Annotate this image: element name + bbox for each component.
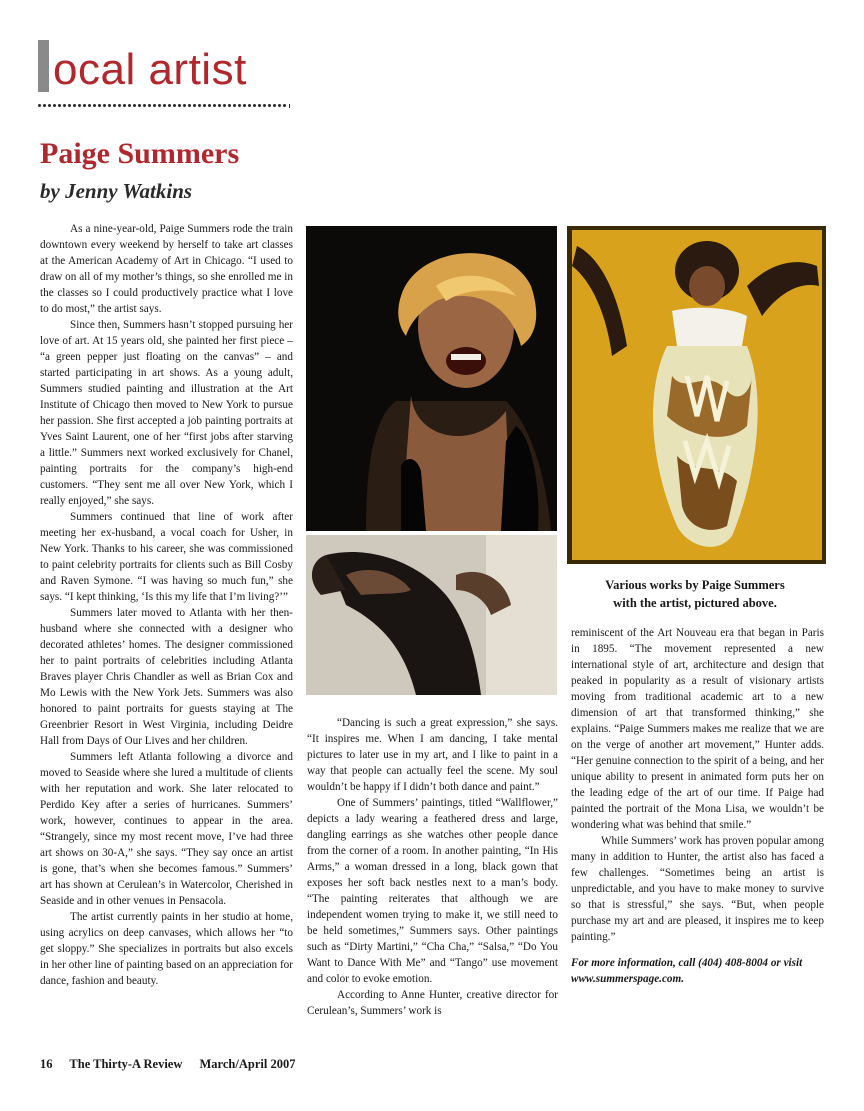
rule-dot xyxy=(113,104,116,107)
dotted-rule xyxy=(38,104,290,108)
rule-dot xyxy=(243,104,246,107)
rule-dot xyxy=(278,104,281,107)
issue-date: March/April 2007 xyxy=(199,1057,296,1071)
rule-dot xyxy=(223,104,226,107)
rule-dot xyxy=(38,104,41,107)
rule-dot xyxy=(248,104,251,107)
contact-info: For more information, call (404) 408-8004 or visit www.summerspage.com. xyxy=(571,957,803,985)
rule-dot xyxy=(193,104,196,107)
magazine-name: The Thirty-A Review xyxy=(69,1057,183,1071)
paragraph: “Dancing is such a great expression,” she says. “It inspires me. When I am dancing, I take mental pictures to later use in my art, and I like to paint in a way that people can actually feel the scene. My soul wouldn’t be happy if I didn’t both dance and paint.” xyxy=(307,717,558,793)
rule-dot xyxy=(88,104,91,107)
rule-dot xyxy=(68,104,71,107)
paragraph: Since then, Summers hasn’t stopped pursuing her love of art. At 15 years old, she painted her first piece – “a green pepper just floating on the canvas” – and started participating in art shows. As a young adult, Summers studied painting and illustration at the Art Institute of Chicago then moved to New York to pursue her passion. She first accepted a job painting portraits at Yves Saint Laurent, one of her “first jobs after starving a little.” Summers next worked exclusively for Chanel, painting portraits for the company’s high-end customers. “They sent me all over New York, which I really enjoyed,” she says. xyxy=(40,319,293,507)
rule-dot xyxy=(118,104,121,107)
paragraph: As a nine-year-old, Paige Summers rode the train downtown every weekend by herself to take art classes at the American Academy of Art in Chicago. “I used to draw on all of my mother’s things, so she enrolled me in the classes so I could productively practice what I love to do most,” the artist says. xyxy=(40,223,293,315)
paragraph: According to Anne Hunter, creative director for Cerulean’s, Summers’ work is xyxy=(307,989,558,1017)
rule-dot xyxy=(123,104,126,107)
paragraph: One of Summers’ paintings, titled “Wallflower,” depicts a lady wearing a feathered dress and large, dangling earrings as she watches other people dance from the corner of a room. In another painting, “In His Arms,” a woman dressed in a long, black gown that exposes her soft back nestles next to a man’s body. “The painting reiterates that although we are independent women trying to make it, we still need to be held sometimes,” Summers says. Other paintings such as “Dirty Martini,” “Cha Cha,” “Salsa,” “Do You Want to Dance With Me” and “Tango” use movement and color to evoke emotion. xyxy=(307,797,558,985)
rule-dot xyxy=(268,104,271,107)
rule-dot xyxy=(153,104,156,107)
page-number: 16 xyxy=(40,1057,53,1071)
rule-dot xyxy=(238,104,241,107)
rule-dot xyxy=(138,104,141,107)
rule-dot xyxy=(233,104,236,107)
rule-dot xyxy=(208,104,211,107)
rule-dot xyxy=(228,104,231,107)
article-column-3 xyxy=(571,625,824,987)
rule-dot xyxy=(168,104,171,107)
artist-portrait-photo xyxy=(306,226,557,531)
rule-dot xyxy=(98,104,101,107)
rule-dot xyxy=(73,104,76,107)
article-title: Paige Summers xyxy=(40,137,240,170)
rule-dot xyxy=(158,104,161,107)
rule-dot xyxy=(173,104,176,107)
rule-dot xyxy=(48,104,51,107)
caption-line: with the artist, pictured above. xyxy=(613,596,777,610)
article-column-2 xyxy=(307,715,558,1019)
section-label: ocal artist xyxy=(53,45,247,94)
rule-dot xyxy=(43,104,46,107)
rule-dot xyxy=(188,104,191,107)
article-byline: by Jenny Watkins xyxy=(40,179,193,203)
rule-dot xyxy=(58,104,61,107)
rule-dot xyxy=(213,104,216,107)
section-initial-bar xyxy=(38,40,49,92)
rule-dot xyxy=(198,104,201,107)
rule-dot xyxy=(53,104,56,107)
rule-dot xyxy=(183,104,186,107)
rule-dot xyxy=(203,104,206,107)
rule-dot xyxy=(108,104,111,107)
rule-dot xyxy=(78,104,81,107)
paragraph: The artist currently paints in her studio at home, using acrylics on deep canvases, which allows her “to get sloppy.” She specializes in portraits but also excels in her other line of painting based on an appreciation for dance, fashion and beauty. xyxy=(40,911,293,987)
rule-dot xyxy=(283,104,286,107)
rule-dot xyxy=(163,104,166,107)
rule-dot xyxy=(93,104,96,107)
rule-dot xyxy=(103,104,106,107)
page-footer xyxy=(40,1057,309,1072)
rule-dot xyxy=(253,104,256,107)
dancer-painting-photo xyxy=(306,535,557,695)
rule-dot xyxy=(143,104,146,107)
rule-dot xyxy=(218,104,221,107)
rule-dot xyxy=(258,104,261,107)
rule-dot xyxy=(128,104,131,107)
caption-line: Various works by Paige Summers xyxy=(605,578,785,592)
rule-end-bar xyxy=(289,104,290,108)
photo-caption xyxy=(580,576,810,612)
rule-dot xyxy=(83,104,86,107)
feathered-dress-painting-photo xyxy=(567,226,826,564)
rule-dot xyxy=(133,104,136,107)
rule-dot xyxy=(63,104,66,107)
rule-dot xyxy=(263,104,266,107)
paragraph: Summers continued that line of work after meeting her ex-husband, a vocal coach for Usher, in New York. Thanks to his career, she was commissioned to paint celebrity portraits for clients such as Bill Cosby and Raven Symone. “I was having so much fun,” she says. “I kept thinking, ‘Is this my life that I’m living?’” xyxy=(40,511,293,603)
paragraph: Summers left Atlanta following a divorce and moved to Seaside where she lured a multitude of clients with her reputation and work. She later relocated to Perdido Key after a series of hurricanes. Summers’ work, however, continues to appear in the area. “Strangely, since my most recent move, I’ve had three art shows on 30-A,” she says. “They say once an artist is gone, that’s when she becomes famous.” Summers’ art has shown at Cerulean’s in Watercolor, Cherished in Seaside and in other venues in Pensacola. xyxy=(40,751,293,907)
rule-dot xyxy=(178,104,181,107)
paragraph: Summers later moved to Atlanta with her then-husband where she connected with a designer who decorated athletes’ homes. The designer commissioned her to paint portraits of celebrities including Atlanta Braves player Chris Chandler as well as Brian Cox and Mo Lewis with the New York Jets. Summers was also honored to paint portraits for guests staying at The Greenbrier Resort in West Virginia, including Deidre Hall from Days of Our Lives and her children. xyxy=(40,607,293,747)
paragraph: reminiscent of the Art Nouveau era that began in Paris in 1895. “The movement represented a new international style of art, architecture and design that peaked in popularity as a result of visionary artists moving from traditional academic art to a new dimension of art that transformed thinking,” she explains. “Paige Summers makes me realize that we are on the verge of another art movement,” Hunter adds. “Her genuine connection to the spirit of a being, and her unique ability to present in animated form puts her on the leading edge of the art of our time. If Paige had painted the portrait of the Mona Lisa, we wouldn’t be wondering what was behind that smile.” xyxy=(571,627,824,831)
article-column-1 xyxy=(40,221,293,989)
rule-dot xyxy=(148,104,151,107)
paragraph: While Summers’ work has proven popular among many in addition to Hunter, the artist also has faced a few challenges. “Sometimes being an artist is unpredictable, and you have to make money to survive so that is stressful,” she says. “But, when people purchase my art and are pleased, it inspires me to keep painting.” xyxy=(571,835,824,943)
rule-dot xyxy=(273,104,276,107)
